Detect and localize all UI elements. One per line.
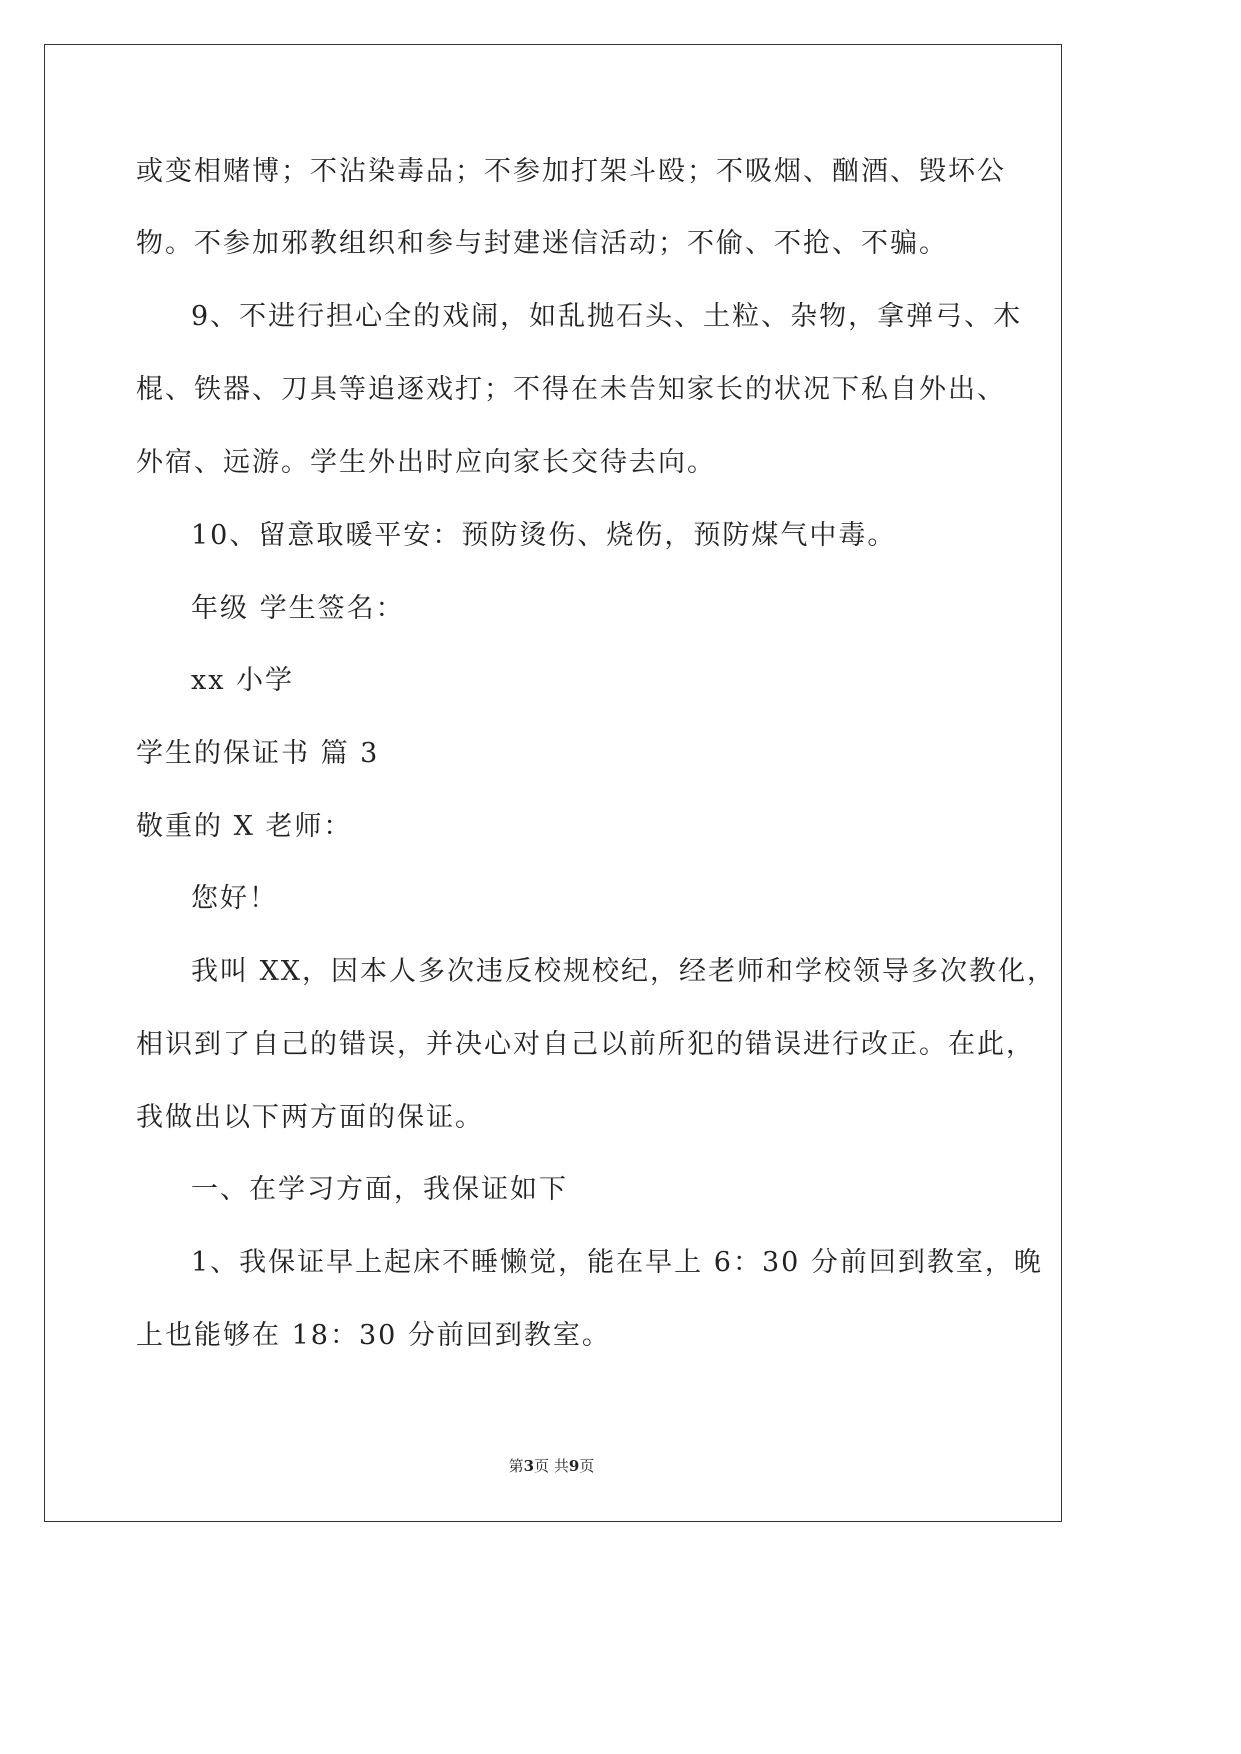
section-title: 学生的保证书 篇 3 — [136, 738, 380, 769]
page-footer — [0, 1455, 1103, 1476]
signature-line: 年级 学生签名： — [191, 593, 405, 624]
footer-suffix: 页 — [579, 1457, 595, 1475]
school-name: xx 小学 — [191, 665, 295, 696]
paragraph-line: 一、在学习方面，我保证如下 — [191, 1174, 568, 1205]
paragraph-line: 棍、铁器、刀具等追逐戏打；不得在未告知家长的状况下私自外出、 — [136, 374, 1006, 405]
salutation: 敬重的 X 老师： — [136, 811, 353, 842]
page-border — [44, 44, 1062, 1522]
greeting: 您好！ — [191, 883, 278, 914]
paragraph-line: 1、我保证早上起床不睡懒觉，能在早上 6：30 分前回到教室，晚 — [191, 1247, 1043, 1278]
paragraph-line: 上也能够在 18：30 分前回到教室。 — [136, 1320, 611, 1351]
current-page-number: 3 — [523, 1457, 535, 1475]
paragraph-line: 10、留意取暖平安：预防烫伤、烧伤，预防煤气中毒。 — [191, 520, 897, 551]
paragraph-line: 或变相赌博；不沾染毒品；不参加打架斗殴；不吸烟、酗酒、毁坏公 — [136, 156, 1006, 187]
paragraph-line: 相识到了自己的错误，并决心对自己以前所犯的错误进行改正。在此， — [136, 1029, 1035, 1060]
paragraph-line: 我做出以下两方面的保证。 — [136, 1102, 484, 1133]
footer-mid: 页 共 — [534, 1457, 569, 1475]
footer-prefix: 第 — [508, 1457, 524, 1475]
paragraph-line: 9、不进行担心全的戏闹，如乱抛石头、土粒、杂物，拿弹弓、木 — [191, 301, 1023, 332]
paragraph-line: 外宿、远游。学生外出时应向家长交待去向。 — [136, 447, 716, 478]
total-page-number: 9 — [568, 1457, 580, 1475]
paragraph-line: 我叫 XX，因本人多次违反校规校纪，经老师和学校领导多次教化， — [191, 956, 1057, 987]
paragraph-line: 物。不参加邪教组织和参与封建迷信活动；不偷、不抢、不骗。 — [136, 228, 948, 259]
